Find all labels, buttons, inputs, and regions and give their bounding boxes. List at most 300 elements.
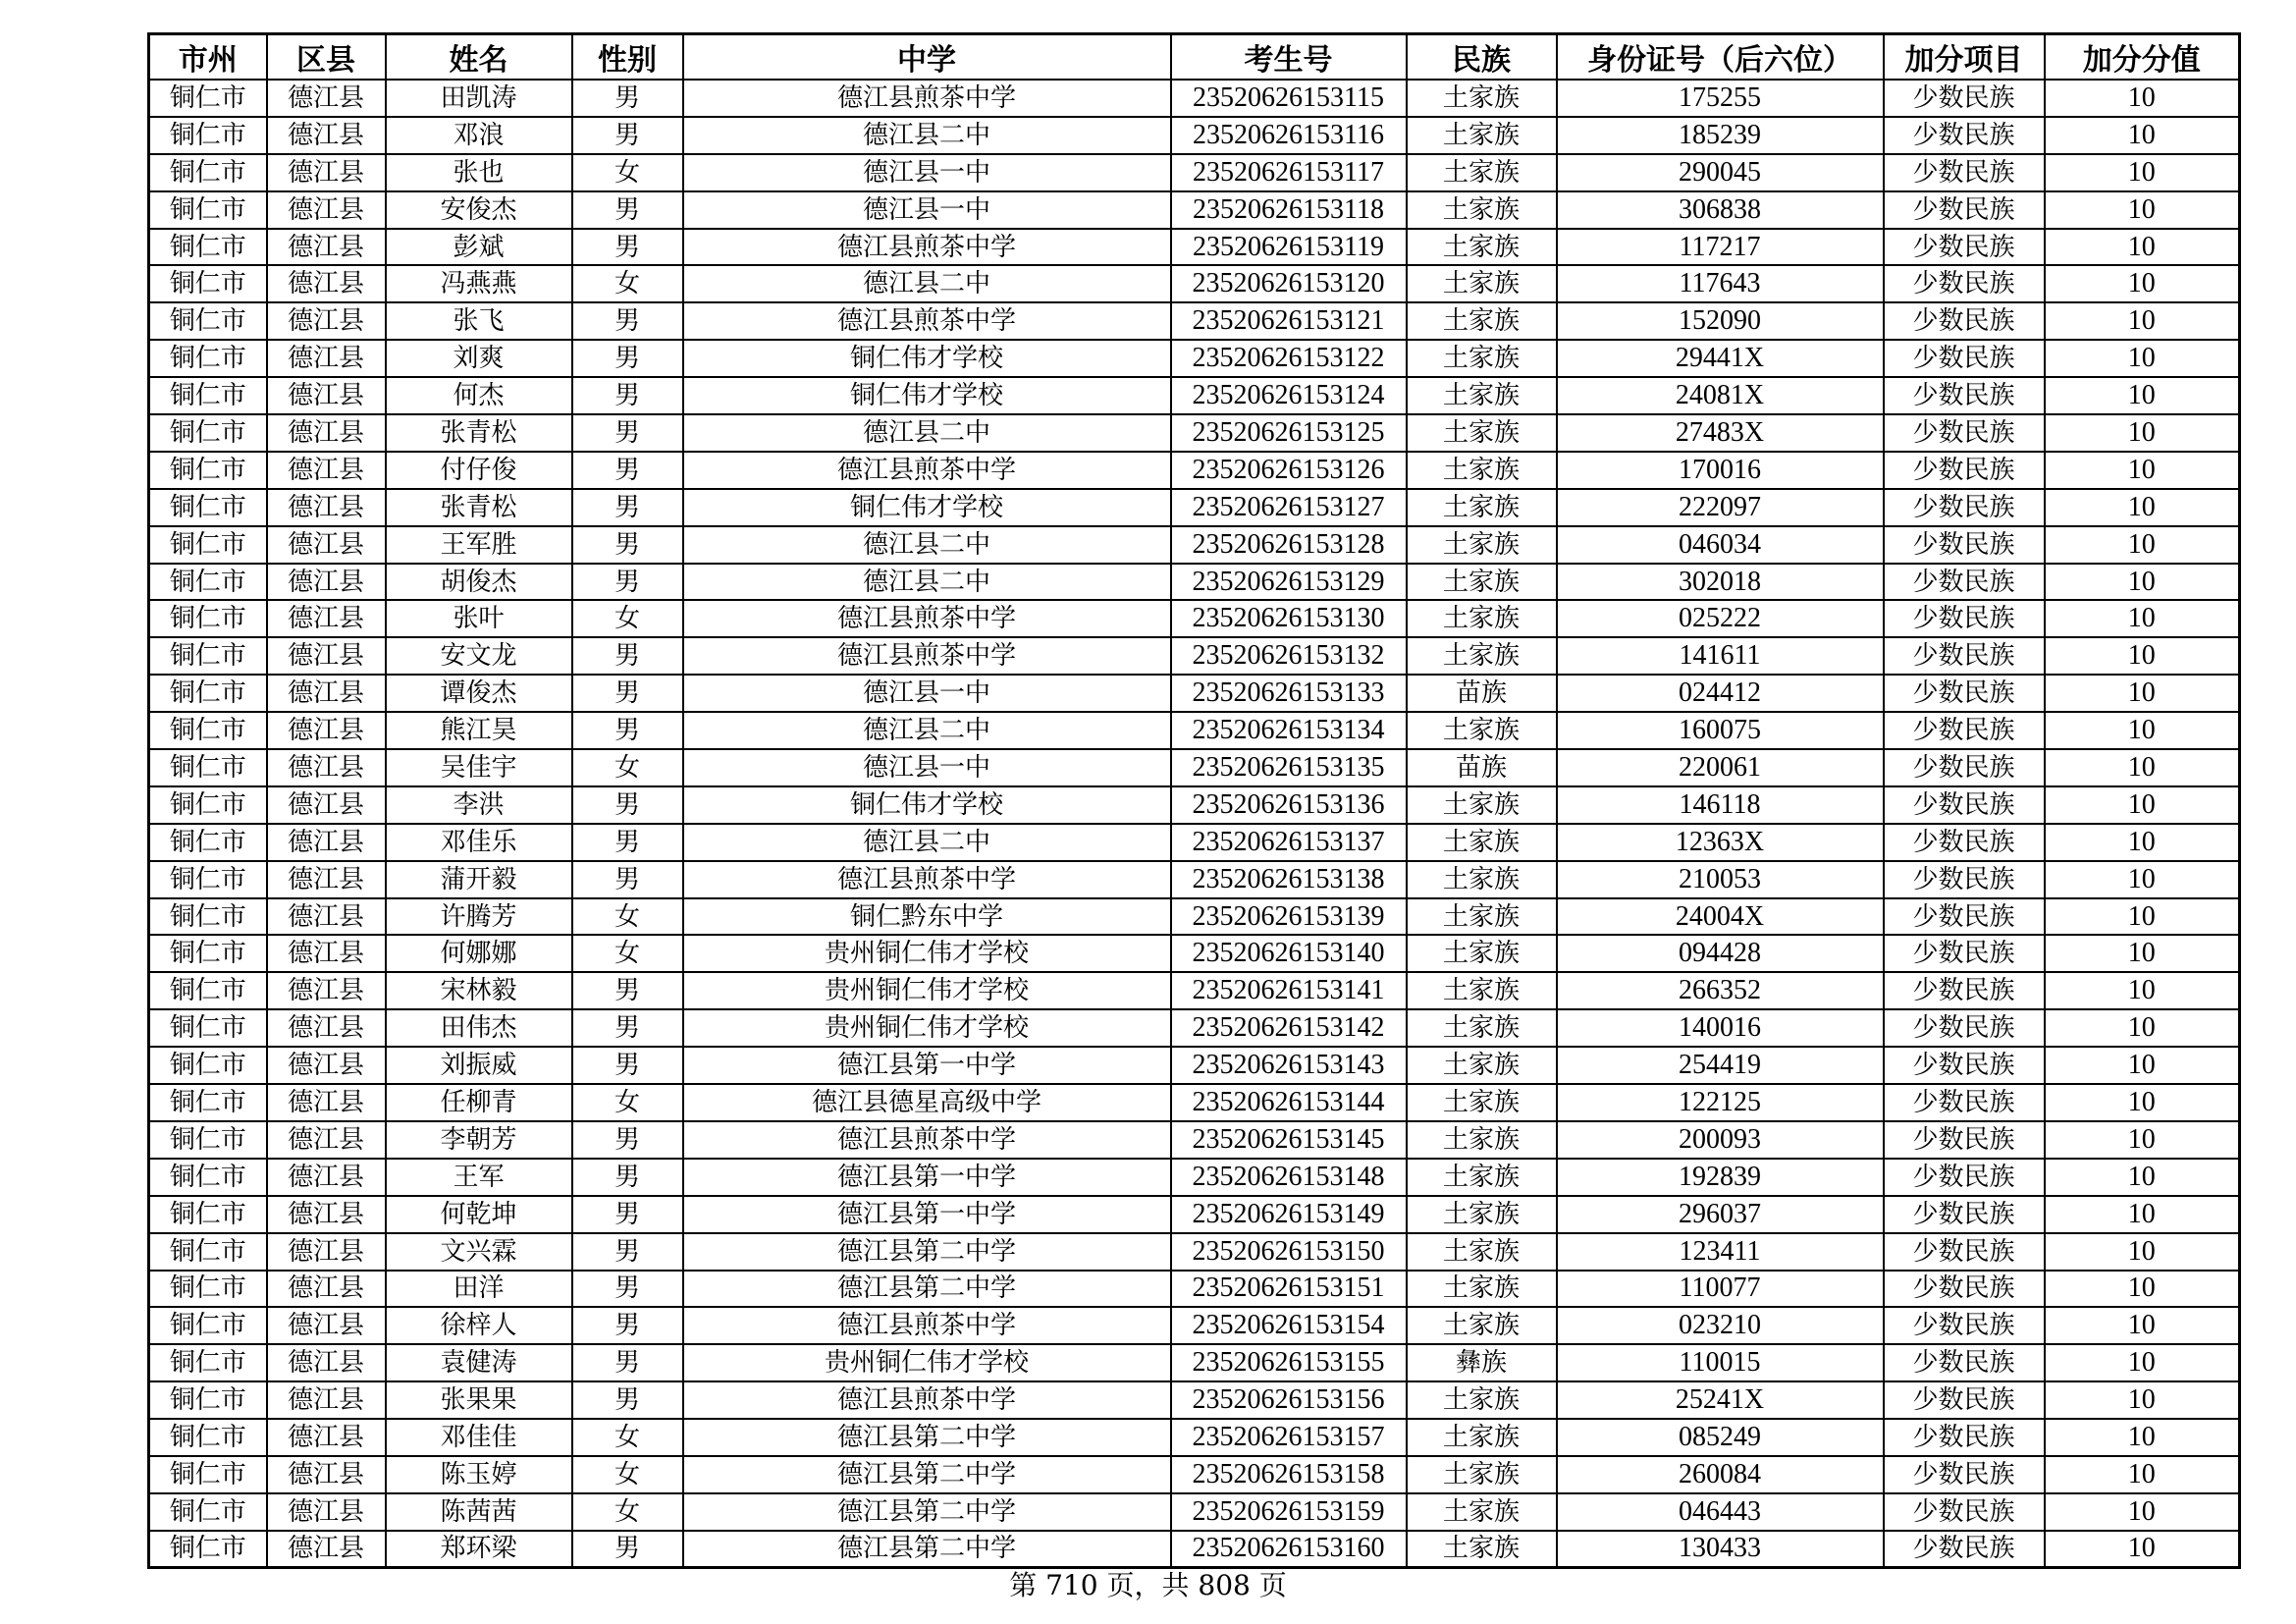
cell-city: 铜仁市: [149, 861, 267, 898]
cell-name: 田洋: [386, 1271, 572, 1308]
cell-id-last-six: 220061: [1557, 749, 1884, 786]
cell-gender: 女: [572, 600, 683, 637]
cell-ethnicity: 土家族: [1407, 265, 1557, 302]
cell-school: 铜仁伟才学校: [683, 340, 1171, 377]
cell-county: 德江县: [267, 1531, 386, 1568]
cell-ethnicity: 土家族: [1407, 302, 1557, 340]
cell-school: 贵州铜仁伟才学校: [683, 972, 1171, 1009]
cell-city: 铜仁市: [149, 1121, 267, 1159]
cell-gender: 男: [572, 117, 683, 154]
cell-county: 德江县: [267, 489, 386, 526]
cell-city: 铜仁市: [149, 1493, 267, 1531]
cell-id-last-six: 12363X: [1557, 824, 1884, 861]
cell-county: 德江县: [267, 377, 386, 414]
table-row: [149, 824, 2240, 861]
cell-school: 德江县第一中学: [683, 1047, 1171, 1084]
cell-bonus-value: 10: [2045, 414, 2240, 452]
cell-ethnicity: 土家族: [1407, 712, 1557, 749]
cell-gender: 男: [572, 972, 683, 1009]
cell-bonus-item: 少数民族: [1884, 675, 2045, 712]
cell-county: 德江县: [267, 786, 386, 824]
table-header-row: [149, 34, 2240, 81]
cell-bonus-value: 10: [2045, 600, 2240, 637]
cell-ethnicity: 土家族: [1407, 1196, 1557, 1233]
table-row: [149, 1009, 2240, 1047]
cell-exam-number: 23520626153154: [1171, 1307, 1407, 1344]
cell-city: 铜仁市: [149, 1196, 267, 1233]
cell-ethnicity: 土家族: [1407, 377, 1557, 414]
cell-city: 铜仁市: [149, 489, 267, 526]
table-row: [149, 1307, 2240, 1344]
cell-gender: 男: [572, 302, 683, 340]
table-row: [149, 1381, 2240, 1419]
cell-exam-number: 23520626153118: [1171, 191, 1407, 229]
cell-exam-number: 23520626153142: [1171, 1009, 1407, 1047]
cell-name: 田凯涛: [386, 80, 572, 117]
table-row: [149, 340, 2240, 377]
cell-county: 德江县: [267, 1381, 386, 1419]
cell-bonus-value: 10: [2045, 1196, 2240, 1233]
cell-ethnicity: 土家族: [1407, 1009, 1557, 1047]
footer-middle: 页，共: [1097, 1569, 1199, 1601]
cell-name: 文兴霖: [386, 1233, 572, 1271]
cell-ethnicity: 土家族: [1407, 1419, 1557, 1456]
table-row: [149, 526, 2240, 564]
cell-bonus-value: 10: [2045, 154, 2240, 191]
cell-bonus-item: 少数民族: [1884, 414, 2045, 452]
cell-bonus-value: 10: [2045, 1456, 2240, 1493]
cell-county: 德江县: [267, 1009, 386, 1047]
cell-name: 徐梓人: [386, 1307, 572, 1344]
cell-ethnicity: 土家族: [1407, 229, 1557, 266]
cell-name: 彭斌: [386, 229, 572, 266]
cell-county: 德江县: [267, 972, 386, 1009]
cell-bonus-item: 少数民族: [1884, 1009, 2045, 1047]
cell-exam-number: 23520626153130: [1171, 600, 1407, 637]
cell-exam-number: 23520626153125: [1171, 414, 1407, 452]
table-row: [149, 489, 2240, 526]
cell-name: 吴佳宇: [386, 749, 572, 786]
cell-name: 许腾芳: [386, 898, 572, 936]
table-row: [149, 600, 2240, 637]
cell-ethnicity: 土家族: [1407, 1456, 1557, 1493]
cell-bonus-value: 10: [2045, 526, 2240, 564]
cell-ethnicity: 土家族: [1407, 1271, 1557, 1308]
cell-ethnicity: 土家族: [1407, 154, 1557, 191]
cell-bonus-value: 10: [2045, 637, 2240, 675]
cell-bonus-value: 10: [2045, 1271, 2240, 1308]
cell-bonus-item: 少数民族: [1884, 712, 2045, 749]
header-exam-number: 考生号: [1171, 34, 1407, 81]
cell-school: 德江县第二中学: [683, 1456, 1171, 1493]
cell-city: 铜仁市: [149, 229, 267, 266]
cell-bonus-item: 少数民族: [1884, 1084, 2045, 1121]
cell-name: 张也: [386, 154, 572, 191]
cell-ethnicity: 土家族: [1407, 1307, 1557, 1344]
cell-ethnicity: 苗族: [1407, 749, 1557, 786]
cell-gender: 女: [572, 749, 683, 786]
cell-name: 何杰: [386, 377, 572, 414]
cell-exam-number: 23520626153138: [1171, 861, 1407, 898]
cell-bonus-item: 少数民族: [1884, 898, 2045, 936]
header-bonus-item: 加分项目: [1884, 34, 2045, 81]
cell-exam-number: 23520626153115: [1171, 80, 1407, 117]
cell-county: 德江县: [267, 824, 386, 861]
cell-school: 德江县第二中学: [683, 1271, 1171, 1308]
cell-name: 张青松: [386, 489, 572, 526]
cell-bonus-value: 10: [2045, 452, 2240, 489]
cell-exam-number: 23520626153159: [1171, 1493, 1407, 1531]
cell-bonus-value: 10: [2045, 1233, 2240, 1271]
cell-bonus-value: 10: [2045, 1381, 2240, 1419]
cell-county: 德江县: [267, 637, 386, 675]
cell-exam-number: 23520626153132: [1171, 637, 1407, 675]
cell-city: 铜仁市: [149, 80, 267, 117]
cell-school: 德江县煎茶中学: [683, 1381, 1171, 1419]
cell-id-last-six: 254419: [1557, 1047, 1884, 1084]
cell-gender: 男: [572, 1196, 683, 1233]
cell-gender: 男: [572, 340, 683, 377]
cell-id-last-six: 210053: [1557, 861, 1884, 898]
cell-city: 铜仁市: [149, 898, 267, 936]
cell-school: 德江县第二中学: [683, 1419, 1171, 1456]
cell-name: 张叶: [386, 600, 572, 637]
table-row: [149, 1047, 2240, 1084]
cell-name: 刘振威: [386, 1047, 572, 1084]
cell-gender: 男: [572, 1159, 683, 1196]
cell-exam-number: 23520626153119: [1171, 229, 1407, 266]
cell-name: 宋林毅: [386, 972, 572, 1009]
cell-city: 铜仁市: [149, 154, 267, 191]
cell-school: 德江县第二中学: [683, 1233, 1171, 1271]
cell-gender: 男: [572, 1121, 683, 1159]
cell-gender: 女: [572, 154, 683, 191]
cell-gender: 女: [572, 1456, 683, 1493]
cell-id-last-six: 29441X: [1557, 340, 1884, 377]
cell-name: 邓浪: [386, 117, 572, 154]
cell-id-last-six: 023210: [1557, 1307, 1884, 1344]
cell-school: 德江县第一中学: [683, 1196, 1171, 1233]
table-row: [149, 1084, 2240, 1121]
table-row: [149, 1233, 2240, 1271]
cell-ethnicity: 土家族: [1407, 1084, 1557, 1121]
cell-city: 铜仁市: [149, 1009, 267, 1047]
cell-name: 王军胜: [386, 526, 572, 564]
cell-school: 德江县煎茶中学: [683, 229, 1171, 266]
cell-city: 铜仁市: [149, 340, 267, 377]
cell-id-last-six: 140016: [1557, 1009, 1884, 1047]
cell-id-last-six: 146118: [1557, 786, 1884, 824]
cell-bonus-item: 少数民族: [1884, 526, 2045, 564]
table-row: [149, 302, 2240, 340]
cell-city: 铜仁市: [149, 675, 267, 712]
cell-county: 德江县: [267, 1196, 386, 1233]
header-bonus-value: 加分分值: [2045, 34, 2240, 81]
cell-id-last-six: 170016: [1557, 452, 1884, 489]
cell-name: 李朝芳: [386, 1121, 572, 1159]
table-row: [149, 675, 2240, 712]
cell-gender: 男: [572, 191, 683, 229]
cell-school: 德江县二中: [683, 824, 1171, 861]
cell-ethnicity: 土家族: [1407, 117, 1557, 154]
cell-name: 蒲开毅: [386, 861, 572, 898]
cell-bonus-item: 少数民族: [1884, 972, 2045, 1009]
cell-id-last-six: 123411: [1557, 1233, 1884, 1271]
cell-id-last-six: 260084: [1557, 1456, 1884, 1493]
table-row: [149, 117, 2240, 154]
cell-gender: 男: [572, 1271, 683, 1308]
cell-ethnicity: 土家族: [1407, 564, 1557, 601]
cell-bonus-item: 少数民族: [1884, 935, 2045, 972]
cell-bonus-value: 10: [2045, 972, 2240, 1009]
cell-school: 德江县煎茶中学: [683, 1307, 1171, 1344]
cell-ethnicity: 土家族: [1407, 526, 1557, 564]
cell-name: 田伟杰: [386, 1009, 572, 1047]
cell-name: 郑环梁: [386, 1531, 572, 1568]
table-row: [149, 1419, 2240, 1456]
cell-bonus-value: 10: [2045, 302, 2240, 340]
cell-city: 铜仁市: [149, 1233, 267, 1271]
cell-id-last-six: 141611: [1557, 637, 1884, 675]
cell-school: 德江县煎茶中学: [683, 80, 1171, 117]
cell-id-last-six: 110077: [1557, 1271, 1884, 1308]
cell-county: 德江县: [267, 154, 386, 191]
cell-gender: 男: [572, 452, 683, 489]
cell-bonus-item: 少数民族: [1884, 1159, 2045, 1196]
cell-bonus-item: 少数民族: [1884, 824, 2045, 861]
cell-school: 铜仁黔东中学: [683, 898, 1171, 936]
table-row: [149, 452, 2240, 489]
cell-county: 德江县: [267, 340, 386, 377]
cell-county: 德江县: [267, 1456, 386, 1493]
cell-bonus-value: 10: [2045, 265, 2240, 302]
cell-city: 铜仁市: [149, 972, 267, 1009]
cell-ethnicity: 土家族: [1407, 637, 1557, 675]
header-id-last-six: 身份证号（后六位）: [1557, 34, 1884, 81]
cell-id-last-six: 185239: [1557, 117, 1884, 154]
cell-school: 德江县一中: [683, 191, 1171, 229]
cell-gender: 男: [572, 1307, 683, 1344]
bonus-points-sheet: [147, 32, 2238, 1569]
page-footer: [0, 1564, 2296, 1603]
cell-exam-number: 23520626153122: [1171, 340, 1407, 377]
cell-exam-number: 23520626153136: [1171, 786, 1407, 824]
cell-school: 德江县第二中学: [683, 1531, 1171, 1568]
cell-city: 铜仁市: [149, 1307, 267, 1344]
cell-bonus-item: 少数民族: [1884, 1493, 2045, 1531]
cell-exam-number: 23520626153151: [1171, 1271, 1407, 1308]
cell-bonus-value: 10: [2045, 1159, 2240, 1196]
table-row: [149, 712, 2240, 749]
cell-county: 德江县: [267, 452, 386, 489]
cell-county: 德江县: [267, 1344, 386, 1381]
cell-ethnicity: 土家族: [1407, 935, 1557, 972]
cell-county: 德江县: [267, 712, 386, 749]
cell-bonus-item: 少数民族: [1884, 191, 2045, 229]
cell-county: 德江县: [267, 80, 386, 117]
cell-bonus-value: 10: [2045, 712, 2240, 749]
table-row: [149, 191, 2240, 229]
cell-ethnicity: 土家族: [1407, 898, 1557, 936]
cell-ethnicity: 土家族: [1407, 80, 1557, 117]
cell-school: 德江县第二中学: [683, 1493, 1171, 1531]
cell-exam-number: 23520626153139: [1171, 898, 1407, 936]
cell-exam-number: 23520626153141: [1171, 972, 1407, 1009]
cell-bonus-item: 少数民族: [1884, 1307, 2045, 1344]
cell-school: 德江县第一中学: [683, 1159, 1171, 1196]
cell-exam-number: 23520626153126: [1171, 452, 1407, 489]
footer-current-page: 710: [1045, 1569, 1098, 1601]
cell-ethnicity: 土家族: [1407, 824, 1557, 861]
cell-county: 德江县: [267, 1419, 386, 1456]
cell-school: 德江县二中: [683, 526, 1171, 564]
cell-bonus-item: 少数民族: [1884, 340, 2045, 377]
cell-id-last-six: 025222: [1557, 600, 1884, 637]
cell-id-last-six: 085249: [1557, 1419, 1884, 1456]
cell-exam-number: 23520626153145: [1171, 1121, 1407, 1159]
cell-exam-number: 23520626153150: [1171, 1233, 1407, 1271]
cell-exam-number: 23520626153137: [1171, 824, 1407, 861]
cell-county: 德江县: [267, 675, 386, 712]
cell-school: 铜仁伟才学校: [683, 786, 1171, 824]
cell-county: 德江县: [267, 414, 386, 452]
cell-bonus-value: 10: [2045, 1419, 2240, 1456]
table-body: [149, 80, 2240, 1568]
header-gender: 性别: [572, 34, 683, 81]
cell-exam-number: 23520626153157: [1171, 1419, 1407, 1456]
table-row: [149, 1196, 2240, 1233]
cell-gender: 男: [572, 80, 683, 117]
cell-county: 德江县: [267, 1271, 386, 1308]
cell-gender: 男: [572, 1344, 683, 1381]
cell-exam-number: 23520626153143: [1171, 1047, 1407, 1084]
cell-school: 德江县二中: [683, 712, 1171, 749]
table-row: [149, 749, 2240, 786]
cell-school: 贵州铜仁伟才学校: [683, 1344, 1171, 1381]
cell-city: 铜仁市: [149, 526, 267, 564]
table-row: [149, 1531, 2240, 1568]
cell-bonus-item: 少数民族: [1884, 452, 2045, 489]
cell-id-last-six: 122125: [1557, 1084, 1884, 1121]
cell-bonus-item: 少数民族: [1884, 1047, 2045, 1084]
cell-city: 铜仁市: [149, 1159, 267, 1196]
cell-ethnicity: 彝族: [1407, 1344, 1557, 1381]
cell-bonus-value: 10: [2045, 564, 2240, 601]
cell-bonus-item: 少数民族: [1884, 265, 2045, 302]
cell-bonus-item: 少数民族: [1884, 1531, 2045, 1568]
cell-county: 德江县: [267, 1121, 386, 1159]
cell-ethnicity: 土家族: [1407, 1381, 1557, 1419]
cell-id-last-six: 290045: [1557, 154, 1884, 191]
cell-bonus-value: 10: [2045, 1307, 2240, 1344]
cell-ethnicity: 苗族: [1407, 675, 1557, 712]
cell-exam-number: 23520626153156: [1171, 1381, 1407, 1419]
table-row: [149, 377, 2240, 414]
cell-bonus-item: 少数民族: [1884, 302, 2045, 340]
cell-county: 德江县: [267, 265, 386, 302]
cell-name: 张青松: [386, 414, 572, 452]
cell-ethnicity: 土家族: [1407, 489, 1557, 526]
cell-bonus-item: 少数民族: [1884, 80, 2045, 117]
cell-bonus-value: 10: [2045, 340, 2240, 377]
cell-exam-number: 23520626153117: [1171, 154, 1407, 191]
cell-county: 德江县: [267, 898, 386, 936]
cell-county: 德江县: [267, 861, 386, 898]
cell-gender: 男: [572, 489, 683, 526]
cell-exam-number: 23520626153124: [1171, 377, 1407, 414]
cell-bonus-item: 少数民族: [1884, 377, 2045, 414]
cell-bonus-item: 少数民族: [1884, 1344, 2045, 1381]
table-row: [149, 861, 2240, 898]
cell-name: 邓佳乐: [386, 824, 572, 861]
cell-gender: 男: [572, 824, 683, 861]
cell-county: 德江县: [267, 191, 386, 229]
cell-school: 德江县煎茶中学: [683, 637, 1171, 675]
cell-city: 铜仁市: [149, 712, 267, 749]
cell-bonus-value: 10: [2045, 1121, 2240, 1159]
cell-bonus-value: 10: [2045, 191, 2240, 229]
cell-exam-number: 23520626153128: [1171, 526, 1407, 564]
header-county: 区县: [267, 34, 386, 81]
cell-city: 铜仁市: [149, 786, 267, 824]
cell-gender: 男: [572, 861, 683, 898]
cell-name: 邓佳佳: [386, 1419, 572, 1456]
cell-name: 胡俊杰: [386, 564, 572, 601]
cell-school: 德江县煎茶中学: [683, 1121, 1171, 1159]
table-row: [149, 637, 2240, 675]
cell-id-last-six: 046034: [1557, 526, 1884, 564]
cell-city: 铜仁市: [149, 1381, 267, 1419]
table-row: [149, 1271, 2240, 1308]
cell-name: 张果果: [386, 1381, 572, 1419]
cell-id-last-six: 24081X: [1557, 377, 1884, 414]
cell-name: 陈茜茜: [386, 1493, 572, 1531]
cell-county: 德江县: [267, 1084, 386, 1121]
cell-city: 铜仁市: [149, 1456, 267, 1493]
cell-bonus-item: 少数民族: [1884, 1419, 2045, 1456]
cell-exam-number: 23520626153129: [1171, 564, 1407, 601]
cell-ethnicity: 土家族: [1407, 1121, 1557, 1159]
cell-bonus-item: 少数民族: [1884, 637, 2045, 675]
cell-gender: 男: [572, 786, 683, 824]
cell-county: 德江县: [267, 1047, 386, 1084]
cell-school: 德江县煎茶中学: [683, 600, 1171, 637]
cell-bonus-item: 少数民族: [1884, 1196, 2045, 1233]
cell-city: 铜仁市: [149, 191, 267, 229]
cell-ethnicity: 土家族: [1407, 786, 1557, 824]
cell-gender: 男: [572, 1233, 683, 1271]
cell-school: 德江县煎茶中学: [683, 302, 1171, 340]
table-row: [149, 1159, 2240, 1196]
cell-name: 刘爽: [386, 340, 572, 377]
cell-id-last-six: 117643: [1557, 265, 1884, 302]
cell-bonus-value: 10: [2045, 1493, 2240, 1531]
cell-ethnicity: 土家族: [1407, 861, 1557, 898]
cell-city: 铜仁市: [149, 265, 267, 302]
cell-name: 冯燕燕: [386, 265, 572, 302]
cell-county: 德江县: [267, 526, 386, 564]
cell-bonus-value: 10: [2045, 824, 2240, 861]
cell-ethnicity: 土家族: [1407, 452, 1557, 489]
cell-school: 德江县二中: [683, 414, 1171, 452]
cell-id-last-six: 27483X: [1557, 414, 1884, 452]
footer-total-pages: 808: [1198, 1569, 1251, 1601]
cell-gender: 男: [572, 1531, 683, 1568]
footer-prefix: 第: [1009, 1569, 1046, 1601]
cell-name: 李洪: [386, 786, 572, 824]
cell-id-last-six: 24004X: [1557, 898, 1884, 936]
cell-bonus-item: 少数民族: [1884, 1233, 2045, 1271]
